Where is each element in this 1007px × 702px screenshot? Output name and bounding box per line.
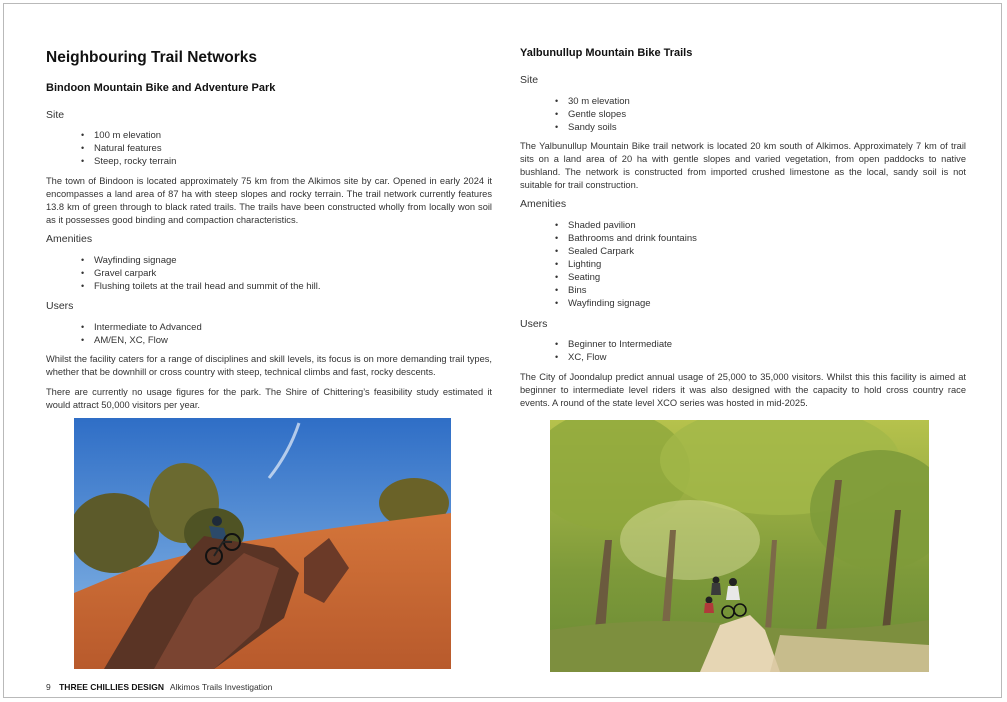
list-item: • AM/EN, XC, Flow xyxy=(94,334,492,347)
yalbunullup-trail-photo xyxy=(550,420,929,672)
bindoon-site-list xyxy=(46,129,492,168)
list-item: • Gentle slopes xyxy=(568,108,966,121)
yalbunullup-users-list xyxy=(520,338,966,364)
page-title: Neighbouring Trail Networks xyxy=(46,49,257,66)
list-item: • Wayfinding signage xyxy=(568,297,966,310)
list-item: • XC, Flow xyxy=(568,351,966,364)
footer-document-title: Alkimos Trails Investigation xyxy=(169,682,273,692)
list-item: • Bins xyxy=(568,284,966,297)
list-item: • Shaded pavilion xyxy=(568,219,966,232)
bindoon-intro-paragraph: The town of Bindoon is located approximately 75 km from the Alkimos site by car. Opened in early 2024 it encompasses a land area of 87 ha with steep slopes and rocky terrain. The trail network currently features 13.8 km of green through to black rated trails. The trails have been constructed wholly from locally won soil as it possesses good binding and compaction characteristics. xyxy=(46,176,492,225)
list-item: • Flushing toilets at the trail head and summit of the hill. xyxy=(94,280,492,293)
bindoon-paragraph-2: Whilst the facility caters for a range of disciplines and skill levels, its focus is on more demanding trail types, whether that be downhill or cross country with steep, technical climbs and fast, rocky descents. xyxy=(46,354,492,377)
yalbunullup-intro-paragraph: The Yalbunullup Mountain Bike trail network is located 20 km south of Alkimos. Approximately 7 km of trail sits on a land area of 20 ha with gentle slopes and varied vegetation, from open paddocks to native bushland. The network is constructed from imported crushed limestone as the local, sandy soil is not suitable for trail construction. xyxy=(520,141,966,190)
bindoon-heading: Bindoon Mountain Bike and Adventure Park xyxy=(46,82,276,94)
bindoon-trail-photo xyxy=(74,418,451,669)
yalbunullup-amenities-label: Amenities xyxy=(520,198,567,210)
list-item: • Sandy soils xyxy=(568,121,966,134)
list-item: • Beginner to Intermediate xyxy=(568,338,966,351)
list-item: • Intermediate to Advanced xyxy=(94,321,492,334)
document-page xyxy=(3,3,1002,698)
yalbunullup-heading: Yalbunullup Mountain Bike Trails xyxy=(520,47,693,59)
list-item: • 100 m elevation xyxy=(94,129,492,142)
bindoon-site-label: Site xyxy=(46,109,65,121)
list-item: • Lighting xyxy=(568,258,966,271)
yalbunullup-amenities-list xyxy=(520,219,966,310)
bindoon-users-list xyxy=(46,321,492,347)
yalbunullup-paragraph-2: The City of Joondalup predict annual usage of 25,000 to 35,000 visitors. Whilst this this facility is aimed at beginner to intermediate level riders it was also designed with the capacity to hold cross country race events. A round of the state level XCO series was hosted in mid-2025. xyxy=(520,372,966,408)
yalbunullup-users-label: Users xyxy=(520,318,548,330)
bindoon-amenities-list xyxy=(46,254,492,293)
page-number: 9 xyxy=(46,682,51,692)
list-item: • Steep, rocky terrain xyxy=(94,155,492,168)
list-item: • Bathrooms and drink fountains xyxy=(568,232,966,245)
list-item: • Natural features xyxy=(94,142,492,155)
bindoon-amenities-label: Amenities xyxy=(46,233,93,245)
yalbunullup-site-label: Site xyxy=(520,74,539,86)
page-footer xyxy=(46,682,272,692)
list-item: • Seating xyxy=(568,271,966,284)
list-item: • 30 m elevation xyxy=(568,95,966,108)
list-item: • Wayfinding signage xyxy=(94,254,492,267)
bindoon-paragraph-3: There are currently no usage figures for the park. The Shire of Chittering’s feasibility study estimated it would attract 50,000 visitors per year. xyxy=(46,387,492,410)
list-item: • Gravel carpark xyxy=(94,267,492,280)
footer-brand: THREE CHILLIES DESIGN xyxy=(59,682,164,692)
yalbunullup-site-list xyxy=(520,95,966,134)
bindoon-users-label: Users xyxy=(46,300,74,312)
list-item: • Sealed Carpark xyxy=(568,245,966,258)
